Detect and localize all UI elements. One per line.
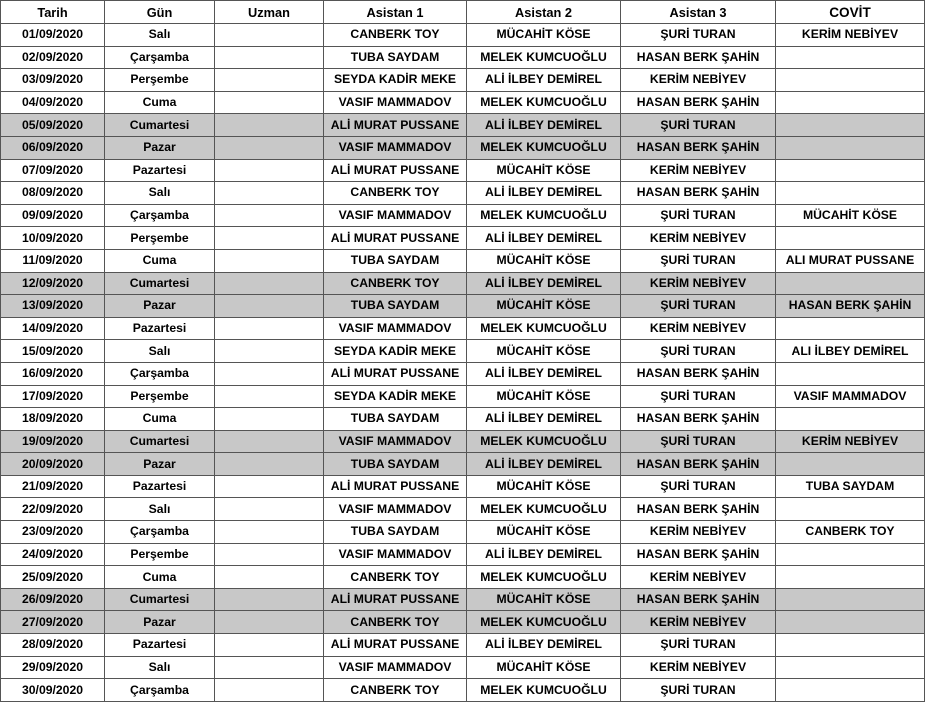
cell-asistan2: MÜCAHİT KÖSE (467, 521, 621, 544)
cell-asistan3: HASAN BERK ŞAHİN (621, 543, 776, 566)
cell-gun: Pazar (105, 453, 215, 476)
cell-asistan2: MELEK KUMCUOĞLU (467, 679, 621, 702)
cell-asistan1: CANBERK TOY (324, 566, 467, 589)
cell-asistan3: KERİM NEBİYEV (621, 611, 776, 634)
header-uzman: Uzman (215, 1, 324, 24)
cell-asistan3: ŞURİ TURAN (621, 24, 776, 47)
cell-asistan2: MELEK KUMCUOĞLU (467, 317, 621, 340)
cell-uzman (215, 24, 324, 47)
cell-tarih: 04/09/2020 (1, 91, 105, 114)
cell-tarih: 08/09/2020 (1, 182, 105, 205)
cell-covit (776, 272, 925, 295)
cell-gun: Pazartesi (105, 475, 215, 498)
cell-asistan2: ALİ İLBEY DEMİREL (467, 272, 621, 295)
cell-gun: Çarşamba (105, 204, 215, 227)
table-row (1, 679, 925, 702)
cell-asistan2: ALİ İLBEY DEMİREL (467, 114, 621, 137)
cell-asistan1: CANBERK TOY (324, 611, 467, 634)
cell-covit: MÜCAHİT KÖSE (776, 204, 925, 227)
cell-gun: Pazar (105, 295, 215, 318)
cell-asistan2: ALİ İLBEY DEMİREL (467, 182, 621, 205)
cell-asistan2: MELEK KUMCUOĞLU (467, 498, 621, 521)
cell-uzman (215, 566, 324, 589)
cell-asistan3: KERİM NEBİYEV (621, 69, 776, 92)
cell-uzman (215, 295, 324, 318)
cell-asistan1: VASIF MAMMADOV (324, 204, 467, 227)
cell-asistan2: MÜCAHİT KÖSE (467, 24, 621, 47)
table-row (1, 136, 925, 159)
cell-tarih: 23/09/2020 (1, 521, 105, 544)
cell-gun: Perşembe (105, 227, 215, 250)
cell-asistan1: SEYDA KADİR MEKE (324, 340, 467, 363)
cell-uzman (215, 679, 324, 702)
table-row (1, 182, 925, 205)
cell-gun: Pazar (105, 136, 215, 159)
cell-asistan2: MELEK KUMCUOĞLU (467, 136, 621, 159)
cell-gun: Salı (105, 656, 215, 679)
cell-asistan2: MÜCAHİT KÖSE (467, 385, 621, 408)
cell-covit (776, 91, 925, 114)
cell-asistan1: TUBA SAYDAM (324, 46, 467, 69)
table-row (1, 159, 925, 182)
cell-tarih: 30/09/2020 (1, 679, 105, 702)
cell-asistan3: HASAN BERK ŞAHİN (621, 136, 776, 159)
cell-gun: Çarşamba (105, 679, 215, 702)
cell-covit (776, 159, 925, 182)
cell-asistan1: VASIF MAMMADOV (324, 543, 467, 566)
cell-asistan2: ALİ İLBEY DEMİREL (467, 408, 621, 431)
cell-asistan3: ŞURİ TURAN (621, 249, 776, 272)
cell-asistan2: MELEK KUMCUOĞLU (467, 204, 621, 227)
cell-covit (776, 46, 925, 69)
cell-uzman (215, 475, 324, 498)
cell-tarih: 17/09/2020 (1, 385, 105, 408)
cell-covit: KERİM NEBİYEV (776, 24, 925, 47)
cell-asistan2: MELEK KUMCUOĞLU (467, 566, 621, 589)
cell-asistan2: ALİ İLBEY DEMİREL (467, 453, 621, 476)
table-row (1, 453, 925, 476)
cell-tarih: 28/09/2020 (1, 634, 105, 657)
table-row (1, 588, 925, 611)
cell-tarih: 22/09/2020 (1, 498, 105, 521)
table-row (1, 317, 925, 340)
cell-tarih: 14/09/2020 (1, 317, 105, 340)
cell-uzman (215, 588, 324, 611)
cell-uzman (215, 408, 324, 431)
cell-asistan2: ALİ İLBEY DEMİREL (467, 69, 621, 92)
cell-asistan3: KERİM NEBİYEV (621, 227, 776, 250)
cell-tarih: 18/09/2020 (1, 408, 105, 431)
cell-covit (776, 317, 925, 340)
table-row (1, 634, 925, 657)
cell-gun: Çarşamba (105, 362, 215, 385)
table-row (1, 249, 925, 272)
cell-asistan3: KERİM NEBİYEV (621, 159, 776, 182)
header-asistan1: Asistan 1 (324, 1, 467, 24)
table-row (1, 114, 925, 137)
table-row (1, 91, 925, 114)
cell-asistan2: MÜCAHİT KÖSE (467, 249, 621, 272)
table-row (1, 408, 925, 431)
table-row (1, 611, 925, 634)
cell-asistan3: HASAN BERK ŞAHİN (621, 362, 776, 385)
cell-gun: Pazartesi (105, 634, 215, 657)
cell-asistan3: HASAN BERK ŞAHİN (621, 46, 776, 69)
cell-asistan3: ŞURİ TURAN (621, 340, 776, 363)
cell-asistan1: ALİ MURAT PUSSANE (324, 634, 467, 657)
cell-tarih: 24/09/2020 (1, 543, 105, 566)
cell-covit (776, 182, 925, 205)
cell-asistan1: ALİ MURAT PUSSANE (324, 227, 467, 250)
cell-asistan1: VASIF MAMMADOV (324, 317, 467, 340)
cell-covit (776, 498, 925, 521)
cell-covit (776, 634, 925, 657)
cell-asistan2: MELEK KUMCUOĞLU (467, 91, 621, 114)
cell-tarih: 29/09/2020 (1, 656, 105, 679)
cell-covit: TUBA SAYDAM (776, 475, 925, 498)
cell-asistan3: ŞURİ TURAN (621, 634, 776, 657)
cell-asistan1: VASIF MAMMADOV (324, 498, 467, 521)
cell-tarih: 10/09/2020 (1, 227, 105, 250)
cell-uzman (215, 453, 324, 476)
cell-asistan1: VASIF MAMMADOV (324, 136, 467, 159)
table-row (1, 24, 925, 47)
cell-asistan1: ALİ MURAT PUSSANE (324, 362, 467, 385)
cell-gun: Perşembe (105, 543, 215, 566)
cell-covit: VASIF MAMMADOV (776, 385, 925, 408)
cell-covit: ALI MURAT PUSSANE (776, 249, 925, 272)
cell-gun: Salı (105, 498, 215, 521)
cell-asistan1: ALİ MURAT PUSSANE (324, 159, 467, 182)
cell-asistan1: CANBERK TOY (324, 182, 467, 205)
cell-covit (776, 136, 925, 159)
cell-covit: HASAN BERK ŞAHİN (776, 295, 925, 318)
table-row (1, 46, 925, 69)
cell-gun: Salı (105, 182, 215, 205)
cell-gun: Pazartesi (105, 159, 215, 182)
cell-asistan1: ALİ MURAT PUSSANE (324, 114, 467, 137)
cell-asistan1: TUBA SAYDAM (324, 521, 467, 544)
cell-asistan3: ŞURİ TURAN (621, 385, 776, 408)
cell-uzman (215, 114, 324, 137)
cell-uzman (215, 543, 324, 566)
cell-tarih: 21/09/2020 (1, 475, 105, 498)
cell-gun: Perşembe (105, 385, 215, 408)
cell-asistan3: HASAN BERK ŞAHİN (621, 182, 776, 205)
cell-asistan2: MELEK KUMCUOĞLU (467, 46, 621, 69)
cell-asistan1: TUBA SAYDAM (324, 453, 467, 476)
cell-uzman (215, 249, 324, 272)
cell-tarih: 01/09/2020 (1, 24, 105, 47)
cell-tarih: 27/09/2020 (1, 611, 105, 634)
cell-uzman (215, 317, 324, 340)
cell-gun: Cuma (105, 249, 215, 272)
table-row (1, 227, 925, 250)
cell-uzman (215, 91, 324, 114)
cell-gun: Cumartesi (105, 114, 215, 137)
table-row (1, 430, 925, 453)
cell-asistan3: ŞURİ TURAN (621, 475, 776, 498)
cell-uzman (215, 634, 324, 657)
cell-gun: Cuma (105, 408, 215, 431)
cell-asistan3: ŞURİ TURAN (621, 204, 776, 227)
table-row (1, 362, 925, 385)
table-row (1, 204, 925, 227)
cell-covit (776, 69, 925, 92)
cell-asistan3: HASAN BERK ŞAHİN (621, 408, 776, 431)
cell-tarih: 13/09/2020 (1, 295, 105, 318)
cell-tarih: 16/09/2020 (1, 362, 105, 385)
cell-tarih: 25/09/2020 (1, 566, 105, 589)
cell-asistan3: ŞURİ TURAN (621, 114, 776, 137)
cell-tarih: 05/09/2020 (1, 114, 105, 137)
cell-uzman (215, 430, 324, 453)
cell-asistan1: ALİ MURAT PUSSANE (324, 588, 467, 611)
cell-gun: Pazartesi (105, 317, 215, 340)
header-asistan2: Asistan 2 (467, 1, 621, 24)
cell-tarih: 15/09/2020 (1, 340, 105, 363)
cell-uzman (215, 182, 324, 205)
cell-asistan1: VASIF MAMMADOV (324, 91, 467, 114)
cell-covit: KERİM NEBİYEV (776, 430, 925, 453)
header-covit: COVİT (776, 1, 925, 24)
cell-tarih: 19/09/2020 (1, 430, 105, 453)
cell-asistan3: HASAN BERK ŞAHİN (621, 588, 776, 611)
cell-gun: Cumartesi (105, 272, 215, 295)
cell-asistan3: KERİM NEBİYEV (621, 272, 776, 295)
cell-covit (776, 588, 925, 611)
cell-asistan3: HASAN BERK ŞAHİN (621, 498, 776, 521)
cell-gun: Cuma (105, 566, 215, 589)
cell-covit: CANBERK TOY (776, 521, 925, 544)
cell-gun: Cumartesi (105, 588, 215, 611)
table-row (1, 521, 925, 544)
cell-asistan3: KERİM NEBİYEV (621, 317, 776, 340)
cell-asistan2: ALİ İLBEY DEMİREL (467, 634, 621, 657)
header-tarih: Tarih (1, 1, 105, 24)
cell-gun: Salı (105, 24, 215, 47)
cell-covit (776, 227, 925, 250)
cell-uzman (215, 498, 324, 521)
cell-asistan3: ŞURİ TURAN (621, 679, 776, 702)
cell-uzman (215, 46, 324, 69)
cell-uzman (215, 69, 324, 92)
cell-asistan2: MÜCAHİT KÖSE (467, 475, 621, 498)
cell-asistan2: ALİ İLBEY DEMİREL (467, 543, 621, 566)
table-row (1, 340, 925, 363)
cell-gun: Cuma (105, 91, 215, 114)
cell-asistan2: MELEK KUMCUOĞLU (467, 611, 621, 634)
cell-tarih: 20/09/2020 (1, 453, 105, 476)
cell-asistan2: MÜCAHİT KÖSE (467, 159, 621, 182)
header-row (1, 1, 925, 24)
table-row (1, 475, 925, 498)
table-row (1, 656, 925, 679)
cell-gun: Cumartesi (105, 430, 215, 453)
cell-asistan1: CANBERK TOY (324, 24, 467, 47)
header-asistan3: Asistan 3 (621, 1, 776, 24)
cell-uzman (215, 136, 324, 159)
cell-asistan2: ALİ İLBEY DEMİREL (467, 227, 621, 250)
cell-asistan2: MÜCAHİT KÖSE (467, 295, 621, 318)
cell-gun: Pazar (105, 611, 215, 634)
cell-gun: Salı (105, 340, 215, 363)
table-row (1, 543, 925, 566)
cell-asistan1: TUBA SAYDAM (324, 249, 467, 272)
cell-asistan1: TUBA SAYDAM (324, 408, 467, 431)
cell-covit (776, 408, 925, 431)
cell-asistan2: MÜCAHİT KÖSE (467, 588, 621, 611)
table-row (1, 566, 925, 589)
cell-asistan3: HASAN BERK ŞAHİN (621, 91, 776, 114)
cell-asistan1: SEYDA KADİR MEKE (324, 69, 467, 92)
cell-uzman (215, 521, 324, 544)
cell-asistan2: MÜCAHİT KÖSE (467, 656, 621, 679)
cell-tarih: 07/09/2020 (1, 159, 105, 182)
cell-gun: Perşembe (105, 69, 215, 92)
cell-asistan1: SEYDA KADİR MEKE (324, 385, 467, 408)
cell-tarih: 09/09/2020 (1, 204, 105, 227)
header-gun: Gün (105, 1, 215, 24)
cell-covit (776, 543, 925, 566)
cell-covit (776, 453, 925, 476)
cell-asistan3: KERİM NEBİYEV (621, 521, 776, 544)
cell-tarih: 12/09/2020 (1, 272, 105, 295)
cell-asistan2: ALİ İLBEY DEMİREL (467, 362, 621, 385)
table-row (1, 69, 925, 92)
table-row (1, 272, 925, 295)
cell-asistan1: ALİ MURAT PUSSANE (324, 475, 467, 498)
cell-asistan3: ŞURİ TURAN (621, 295, 776, 318)
table-row (1, 385, 925, 408)
cell-asistan3: KERİM NEBİYEV (621, 656, 776, 679)
cell-asistan1: TUBA SAYDAM (324, 295, 467, 318)
cell-covit (776, 566, 925, 589)
cell-covit (776, 114, 925, 137)
cell-asistan1: VASIF MAMMADOV (324, 430, 467, 453)
table-row (1, 295, 925, 318)
cell-tarih: 26/09/2020 (1, 588, 105, 611)
cell-gun: Çarşamba (105, 521, 215, 544)
cell-uzman (215, 611, 324, 634)
cell-covit: ALI İLBEY DEMİREL (776, 340, 925, 363)
cell-covit (776, 362, 925, 385)
cell-asistan2: MELEK KUMCUOĞLU (467, 430, 621, 453)
cell-uzman (215, 340, 324, 363)
cell-gun: Çarşamba (105, 46, 215, 69)
cell-covit (776, 679, 925, 702)
cell-asistan3: ŞURİ TURAN (621, 430, 776, 453)
cell-tarih: 06/09/2020 (1, 136, 105, 159)
table-row (1, 498, 925, 521)
cell-tarih: 11/09/2020 (1, 249, 105, 272)
cell-asistan2: MÜCAHİT KÖSE (467, 340, 621, 363)
cell-uzman (215, 272, 324, 295)
cell-covit (776, 611, 925, 634)
cell-uzman (215, 385, 324, 408)
cell-asistan1: CANBERK TOY (324, 272, 467, 295)
cell-tarih: 03/09/2020 (1, 69, 105, 92)
cell-uzman (215, 204, 324, 227)
cell-uzman (215, 362, 324, 385)
cell-asistan1: CANBERK TOY (324, 679, 467, 702)
cell-asistan1: VASIF MAMMADOV (324, 656, 467, 679)
cell-asistan3: KERİM NEBİYEV (621, 566, 776, 589)
cell-covit (776, 656, 925, 679)
cell-uzman (215, 159, 324, 182)
cell-uzman (215, 227, 324, 250)
cell-asistan3: HASAN BERK ŞAHİN (621, 453, 776, 476)
cell-tarih: 02/09/2020 (1, 46, 105, 69)
cell-uzman (215, 656, 324, 679)
